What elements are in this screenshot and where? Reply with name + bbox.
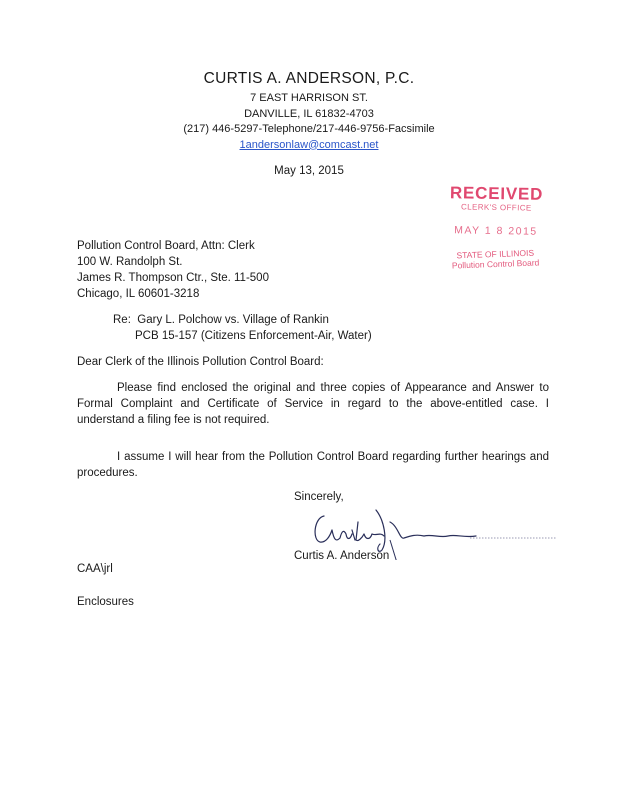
body-paragraph-2: [77, 449, 549, 481]
re-case-number: PCB 15-157 (Citizens Enforcement-Air, Water): [135, 330, 372, 342]
paragraph-text: I assume I will hear from the Pollution Control Board regarding further hearings and procedures.: [77, 451, 549, 479]
stamp-office: CLERK'S OFFICE: [460, 202, 532, 213]
closing: Sincerely,: [294, 491, 344, 503]
stamp-date: MAY 1 8 2015: [454, 224, 538, 238]
enclosures-note: Enclosures: [77, 596, 134, 608]
stamp-title: RECEIVED: [449, 183, 544, 204]
recipient-line: Chicago, IL 60601-3218: [77, 288, 200, 300]
firm-city: DANVILLE, IL 61832-4703: [244, 107, 374, 120]
re-label: Re:: [113, 314, 131, 326]
re-case: Gary L. Polchow vs. Village of Rankin: [137, 314, 329, 326]
salutation: Dear Clerk of the Illinois Pollution Control Board:: [77, 356, 324, 368]
body-paragraph-1: [77, 380, 549, 428]
recipient-address: [77, 238, 269, 302]
letterhead: [0, 70, 618, 153]
firm-street: 7 EAST HARRISON ST.: [250, 92, 368, 104]
stamp-state-line: STATE OF ILLINOIS: [456, 247, 535, 261]
signer-name: Curtis A. Anderson: [294, 550, 390, 562]
typist-initials: CAA\jrl: [77, 563, 113, 575]
firm-phones: (217) 446-5297-Telephone/217-446-9756-Facsimile: [183, 123, 435, 135]
firm-email-link[interactable]: 1andersonlaw@comcast.net: [239, 138, 379, 151]
recipient-line: James R. Thompson Ctr., Ste. 11-500: [77, 272, 269, 284]
re-line: [113, 312, 372, 344]
recipient-line: 100 W. Randolph St.: [77, 256, 183, 268]
stamp-state: [435, 247, 556, 271]
firm-name: CURTIS A. ANDERSON, P.C.: [203, 70, 415, 87]
stamp-board-line: Pollution Control Board: [451, 257, 540, 271]
recipient-line: Pollution Control Board, Attn: Clerk: [77, 240, 255, 252]
received-stamp: [435, 184, 556, 270]
letter-date: May 13, 2015: [274, 165, 344, 177]
paragraph-text: Please find enclosed the original and three copies of Appearance and Answer to Formal Complaint and Certificate of Service in regard to the above-entitled case. I understand a filing fee is not required.: [77, 382, 549, 426]
